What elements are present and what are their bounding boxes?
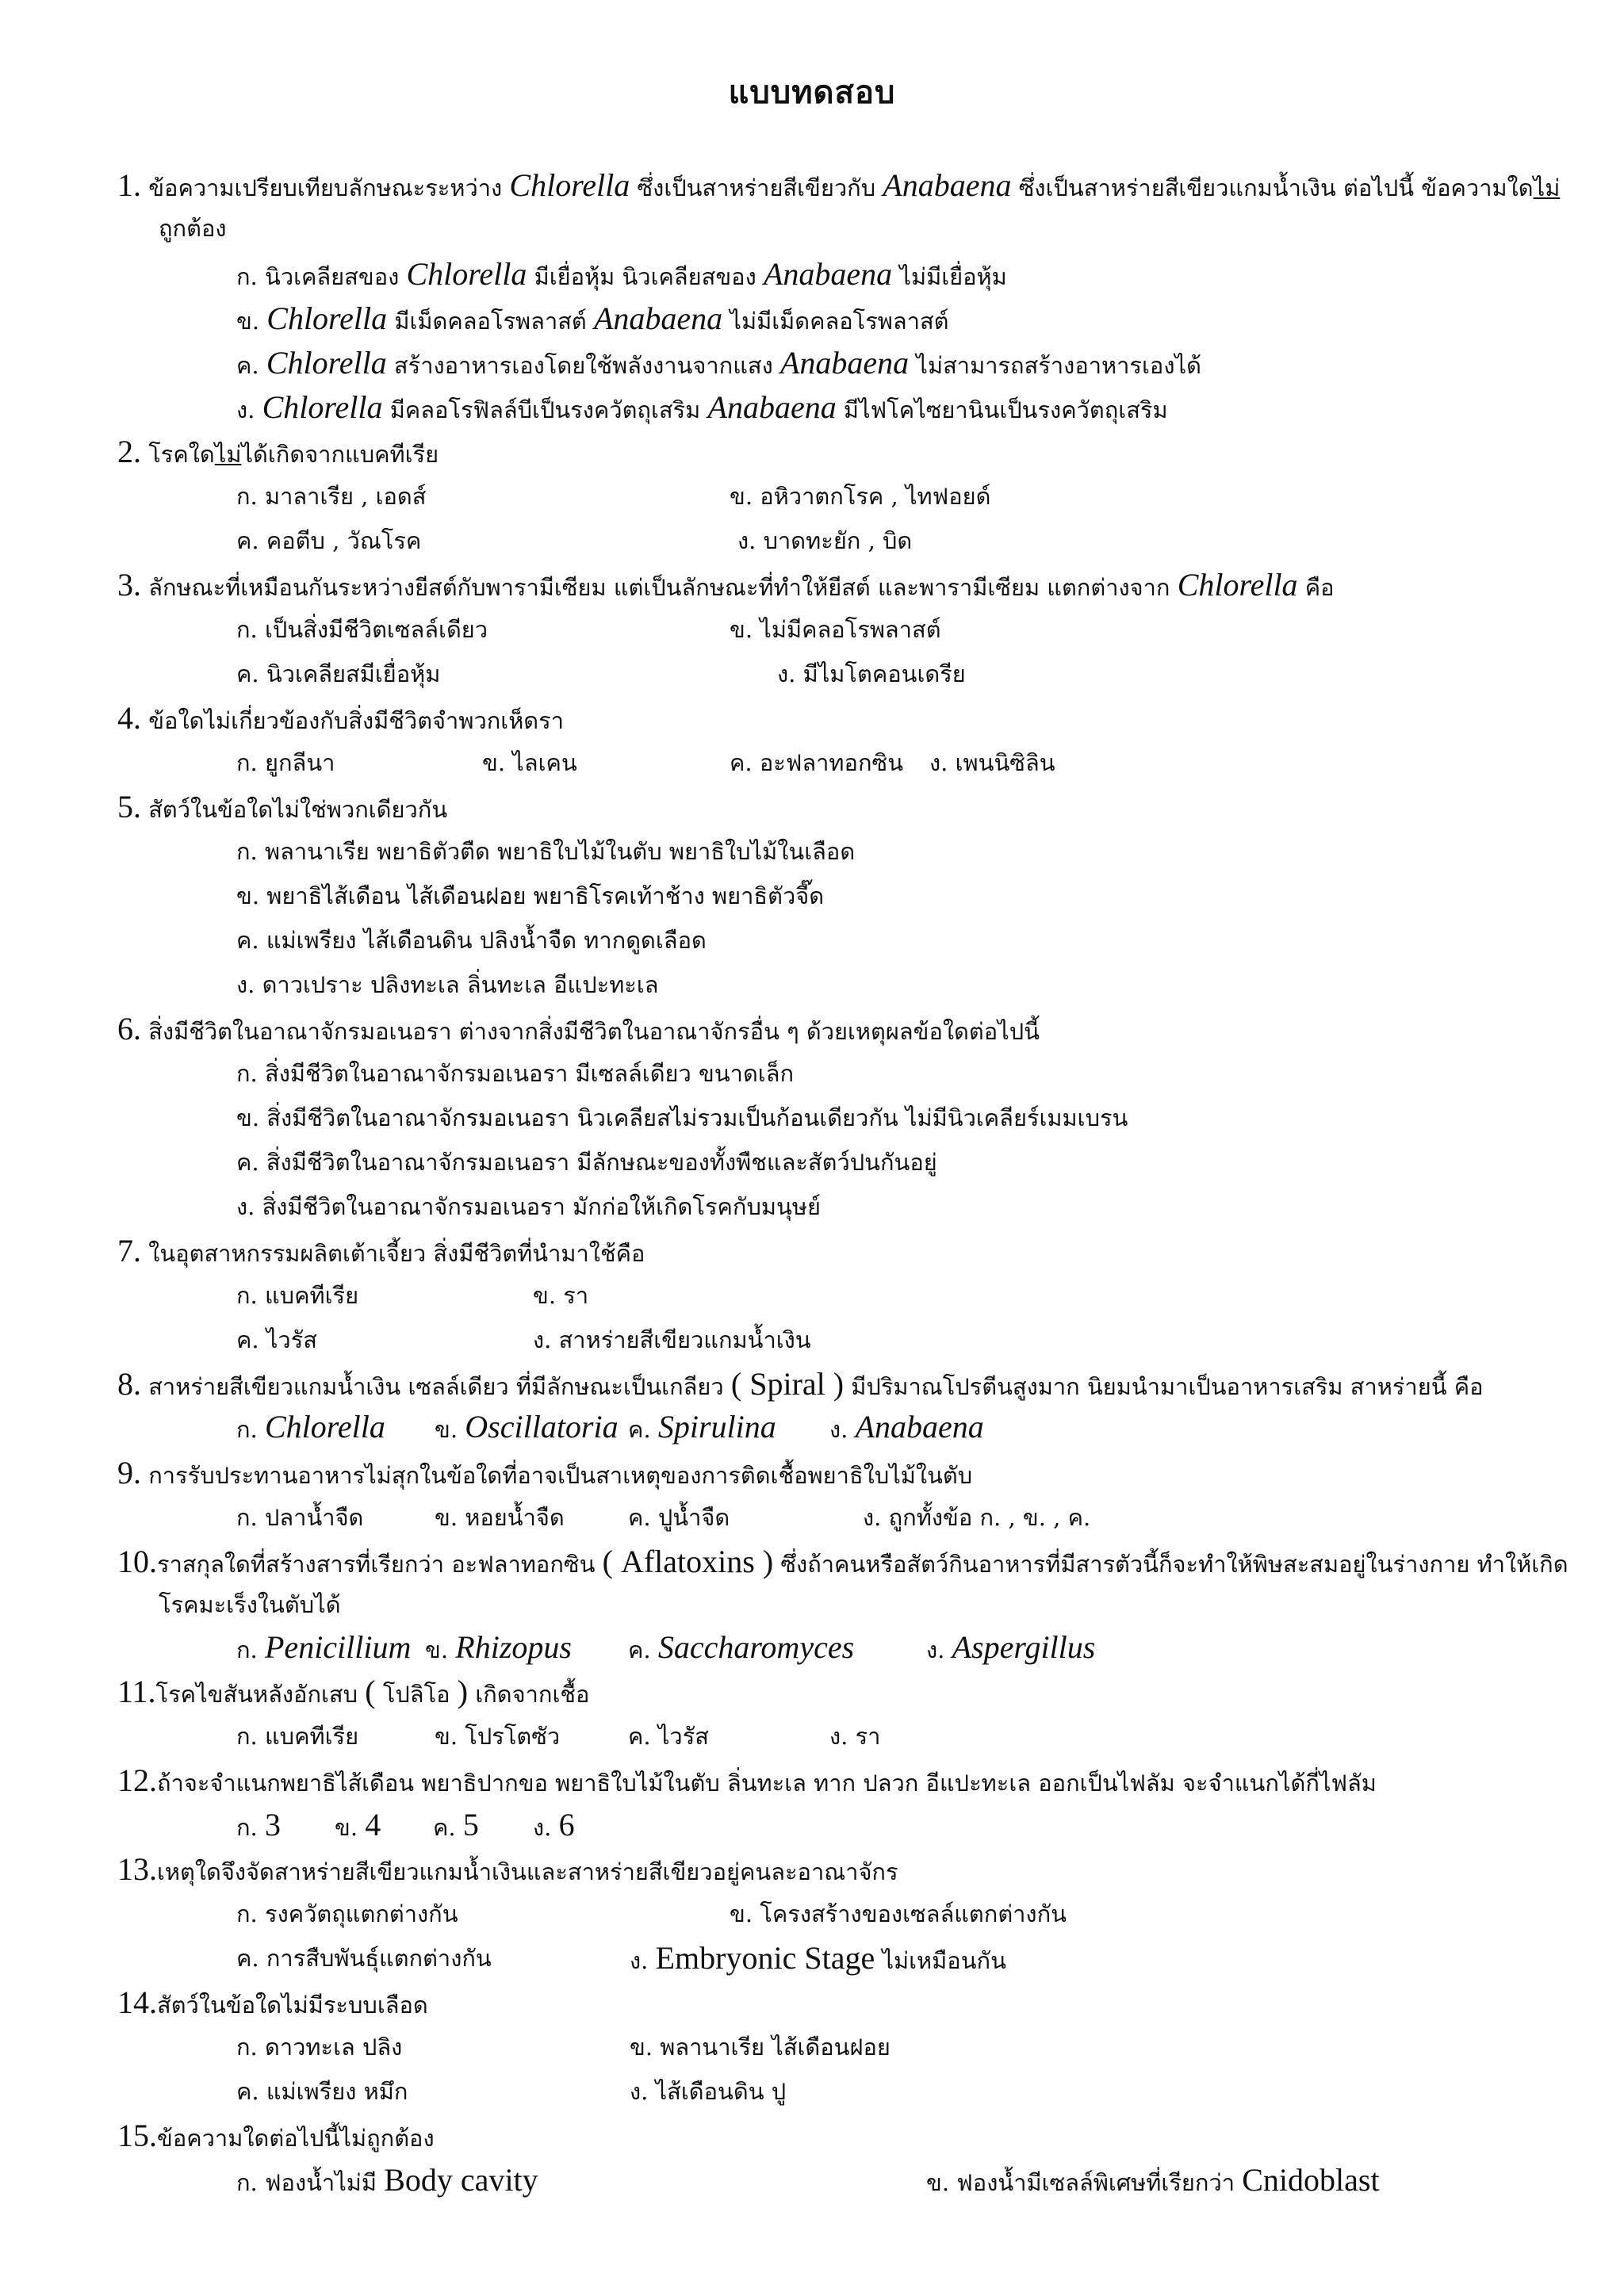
- option-b: ข. พยาธิไส้เดือน ไส้เดือนฝอย พยาธิโรคเท้าช้าง พยาธิตัวจี๊ด: [236, 882, 825, 909]
- question-10-continuation: โรคมะเร็งในตับได้: [159, 1591, 341, 1618]
- text-fragment: Anabaena: [593, 300, 723, 336]
- text-fragment: ไม่สามารถสร้างอาหารเองได้: [916, 352, 1201, 379]
- text-fragment: Spirulina: [657, 1409, 776, 1445]
- text-fragment: Rhizopus: [455, 1629, 572, 1665]
- text-fragment: Penicillium: [265, 1629, 412, 1665]
- text-fragment: 10.: [117, 1544, 157, 1579]
- text-fragment: คือ: [1304, 574, 1335, 601]
- option-d: [630, 1942, 1006, 1976]
- option-c: [628, 1411, 776, 1445]
- text-fragment: ถ้าจะจำแนกพยาธิไส้เดือน พยาธิปากขอ พยาธิใบไม้ในตับ ลิ่นทะเล ทาก ปลวก อีแปะทะเล ออกเป็นไฟลัม จะจำแนกได้กี่ไฟลัม: [157, 1770, 1377, 1797]
- question-4: [117, 702, 564, 737]
- text-fragment: Anabaena: [779, 345, 910, 381]
- question-13: [117, 1851, 898, 1888]
- text-fragment: มีเม็ดคลอโรพลาสต์: [394, 308, 587, 335]
- text-fragment: Anabaena: [855, 1409, 984, 1445]
- option-d: ง. บาดทะยัก , บิด: [737, 527, 913, 554]
- text-fragment: Chlorella: [262, 389, 383, 425]
- option-c: ค. คอตีบ , วัณโรค: [236, 527, 422, 554]
- option-a: ก. แบคทีเรีย: [236, 1282, 359, 1309]
- question-6: [117, 1013, 1040, 1047]
- text-fragment: ( Spiral ): [730, 1366, 845, 1402]
- option-d: [829, 1411, 984, 1445]
- text-fragment: 4.: [117, 700, 141, 736]
- text-fragment: ): [457, 1674, 469, 1709]
- option-d: [236, 389, 1168, 426]
- text-fragment: สัตว์ในข้อใดไม่ใช่พวกเดียวกัน: [148, 796, 448, 823]
- text-fragment: 5: [462, 1807, 479, 1843]
- option-b: ข. รา: [533, 1282, 589, 1309]
- option-b: ข. หอยน้ำจืด: [435, 1504, 565, 1531]
- option-c: ค. แม่เพรียง ไส้เดือนดิน ปลิงน้ำจืด ทากดูดเลือด: [236, 927, 707, 954]
- question-2: [117, 436, 439, 470]
- option-d: ง. ดาวเปราะ ปลิงทะเล ลิ่นทะเล อีแปะทะเล: [236, 971, 659, 998]
- option-a: ก. ยูกลีนา: [236, 749, 335, 776]
- text-fragment: ง.: [533, 1814, 552, 1841]
- text-fragment: ไม่: [1533, 174, 1561, 201]
- text-fragment: 4: [365, 1807, 381, 1843]
- text-fragment: Chlorella: [265, 1409, 385, 1445]
- text-fragment: โปลิโอ: [382, 1681, 450, 1708]
- text-fragment: ได้เกิดจากแบคทีเรีย: [241, 441, 439, 468]
- text-fragment: Anabaena: [763, 256, 893, 292]
- text-fragment: ก.: [236, 1636, 258, 1663]
- text-fragment: ค.: [628, 1416, 651, 1443]
- text-fragment: ข.: [425, 1636, 449, 1663]
- text-fragment: สัตว์ในข้อใดไม่มีระบบเลือด: [157, 1992, 428, 2019]
- text-fragment: ในอุตสาหกรรมผลิตเต้าเจี้ยว สิ่งมีชีวิตที่นำมาใช้คือ: [148, 1240, 645, 1267]
- text-fragment: เหตุใดจึงจัดสาหร่ายสีเขียวแกมน้ำเงินและสาหร่ายสีเขียวอยู่คนละอาณาจักร: [157, 1858, 898, 1885]
- option-b: ข. พลานาเรีย ไส้เดือนฝอย: [630, 2034, 891, 2061]
- question-5: [117, 791, 447, 825]
- text-fragment: ง.: [630, 1947, 649, 1974]
- option-b: ข. โครงสร้างของเซลล์แตกต่างกัน: [730, 1900, 1067, 1927]
- text-fragment: ข.: [435, 1416, 458, 1443]
- text-fragment: เกิดจากเชื้อ: [475, 1681, 590, 1708]
- option-b: [335, 1809, 381, 1843]
- text-fragment: 5.: [117, 789, 141, 825]
- text-fragment: ก. นิวเคลียสของ: [236, 263, 400, 290]
- text-fragment: โรคใด: [148, 441, 215, 468]
- text-fragment: Anabaena: [883, 167, 1012, 203]
- option-d: ง. สิ่งมีชีวิตในอาณาจักรมอเนอรา มักก่อให้เกิดโรคกับมนุษย์: [236, 1193, 821, 1220]
- text-fragment: ไม่เหมือนกัน: [882, 1947, 1006, 1974]
- text-fragment: ซึ่งถ้าคนหรือสัตว์กินอาหารที่มีสารตัวนี้ก็จะทำให้พิษสะสมอยู่ในร่างกาย ทำให้เกิด: [780, 1551, 1568, 1578]
- option-b: [425, 1629, 572, 1666]
- option-b: [926, 2164, 1380, 2198]
- option-a: ก. ดาวทะเล ปลิง: [236, 2034, 403, 2061]
- text-fragment: 8.: [117, 1366, 141, 1402]
- question-15: [117, 2120, 435, 2154]
- text-fragment: Embryonic Stage: [655, 1940, 875, 1976]
- option-c: ค. ไวรัส: [236, 1326, 317, 1353]
- option-a: ก. เป็นสิ่งมีชีวิตเซลล์เดียว: [236, 616, 488, 643]
- option-c: ค. ปูน้ำจืด: [628, 1504, 730, 1531]
- question-8: [117, 1368, 1484, 1402]
- option-a: ก. สิ่งมีชีวิตในอาณาจักรมอเนอรา มีเซลล์เดียว ขนาดเล็ก: [236, 1060, 795, 1087]
- text-fragment: Chlorella: [266, 300, 388, 336]
- text-fragment: ข.: [236, 308, 260, 335]
- question-11: [117, 1676, 589, 1710]
- option-a: [236, 1809, 281, 1843]
- text-fragment: มีไฟโคไซยานินเป็นรงควัตถุเสริม: [843, 396, 1168, 423]
- text-fragment: สร้างอาหารเองโดยใช้พลังงานจากแสง: [393, 352, 773, 379]
- text-fragment: Anabaena: [707, 389, 837, 425]
- option-c: [628, 1629, 855, 1666]
- text-fragment: Chlorella: [406, 256, 527, 292]
- text-fragment: 2.: [117, 434, 141, 469]
- text-fragment: ข.: [335, 1814, 358, 1841]
- text-fragment: 9.: [117, 1455, 141, 1490]
- question-3: [117, 569, 1335, 603]
- text-fragment: ( Aflatoxins ): [602, 1544, 774, 1579]
- question-1: [117, 167, 1561, 204]
- text-fragment: ซึ่งเป็นสาหร่ายสีเขียวกับ: [637, 174, 876, 201]
- text-fragment: Oscillatoria: [465, 1409, 619, 1445]
- text-fragment: ก. ฟองน้ำไม่มี: [236, 2169, 377, 2196]
- text-fragment: ง.: [926, 1636, 945, 1663]
- option-c: ค. แม่เพรียง หมึก: [236, 2078, 408, 2105]
- question-12: [117, 1762, 1377, 1799]
- option-c: ค. การสืบพันธุ์แตกต่างกัน: [236, 1945, 492, 1972]
- option-a: ก. พลานาเรีย พยาธิตัวตืด พยาธิใบไม้ในตับ พยาธิใบไม้ในเลือด: [236, 838, 856, 865]
- option-d: ง. มีไมโตคอนเดรีย: [777, 660, 966, 687]
- option-b: [435, 1411, 619, 1445]
- question-7: [117, 1235, 645, 1269]
- option-d: ง. รา: [829, 1723, 881, 1750]
- text-fragment: ข้อความเปรียบเทียบลักษณะระหว่าง: [148, 174, 503, 201]
- option-c: ค. อะฟลาทอกซิน: [730, 749, 904, 776]
- option-d: [926, 1629, 1096, 1666]
- text-fragment: 7.: [117, 1233, 141, 1269]
- option-a: [236, 1629, 412, 1666]
- text-fragment: ข้อความใดต่อไปนี้ไม่ถูกต้อง: [157, 2125, 435, 2152]
- text-fragment: ง.: [829, 1416, 848, 1443]
- text-fragment: ค.: [628, 1636, 651, 1663]
- text-fragment: สิ่งมีชีวิตในอาณาจักรมอเนอรา ต่างจากสิ่งมีชีวิตในอาณาจักรอื่น ๆ ด้วยเหตุผลข้อใดต่อไปนี้: [148, 1018, 1040, 1045]
- text-fragment: Chlorella: [1177, 567, 1298, 603]
- text-fragment: ง.: [236, 396, 255, 423]
- text-fragment: ราสกุลใดที่สร้างสารที่เรียกว่า อะฟลาทอกซิน: [157, 1551, 596, 1578]
- page-title: แบบทดสอบ: [728, 74, 896, 111]
- text-fragment: ก.: [236, 1814, 258, 1841]
- text-fragment: ไม่มีเยื่อหุ้ม: [899, 263, 1007, 290]
- text-fragment: (: [365, 1674, 376, 1709]
- text-fragment: Chlorella: [509, 167, 630, 203]
- text-fragment: 6: [558, 1807, 575, 1843]
- option-d: ง. สาหร่ายสีเขียวแกมน้ำเงิน: [533, 1326, 811, 1353]
- option-b: ข. โปรโตซัว: [435, 1723, 561, 1750]
- option-b: ข. ไม่มีคลอโรพลาสต์: [730, 616, 941, 643]
- text-fragment: ข. ฟองน้ำมีเซลล์พิเศษที่เรียกว่า: [926, 2169, 1235, 2196]
- option-a: ก. ปลาน้ำจืด: [236, 1504, 364, 1531]
- option-a: [236, 1411, 385, 1445]
- text-fragment: ลักษณะที่เหมือนกันระหว่างยีสต์กับพารามีเซียม แต่เป็นลักษณะที่ทำให้ยีสต์ และพารามีเซียม แตกต่างจาก: [148, 574, 1170, 601]
- text-fragment: มีคลอโรฟิลล์บีเป็นรงควัตถุเสริม: [389, 396, 701, 423]
- text-fragment: Cnidoblast: [1242, 2162, 1380, 2198]
- text-fragment: โรคไขสันหลังอักเสบ: [155, 1681, 358, 1708]
- option-d: ง. ไส้เดือนดิน ปู: [630, 2078, 787, 2105]
- text-fragment: Body cavity: [384, 2162, 538, 2198]
- text-fragment: Saccharomyces: [657, 1629, 855, 1665]
- text-fragment: มีเยื่อหุ้ม นิวเคลียสของ: [534, 263, 756, 290]
- text-fragment: สาหร่ายสีเขียวแกมน้ำเงิน เซลล์เดียว ที่มีลักษณะเป็นเกลียว: [148, 1373, 724, 1400]
- text-fragment: ซึ่งเป็นสาหร่ายสีเขียวแกมน้ำเงิน ต่อไปนี้ ข้อความใด: [1018, 174, 1534, 201]
- text-fragment: มีปริมาณโปรตีนสูงมาก นิยมนำมาเป็นอาหารเสริม สาหร่ายนี้ คือ: [851, 1373, 1484, 1400]
- option-d: ง. เพนนิซิลิน: [929, 749, 1055, 776]
- text-fragment: ค.: [433, 1814, 456, 1841]
- question-14: [117, 1984, 428, 2021]
- question-10: [117, 1546, 1568, 1580]
- option-a: ก. แบคทีเรีย: [236, 1723, 359, 1750]
- text-fragment: การรับประทานอาหารไม่สุกในข้อใดที่อาจเป็นสาเหตุของการติดเชื้อพยาธิใบไม้ในตับ: [148, 1462, 973, 1489]
- option-d: [533, 1809, 575, 1843]
- option-c: ค. นิวเคลียสมีเยื่อหุ้ม: [236, 660, 441, 687]
- option-c: ค. สิ่งมีชีวิตในอาณาจักรมอเนอรา มีลักษณะของทั้งพืชและสัตว์ปนกันอยู่: [236, 1149, 937, 1176]
- question-9: [117, 1457, 972, 1491]
- text-fragment: 3.: [117, 567, 141, 603]
- option-b: [236, 300, 949, 337]
- text-fragment: ก.: [236, 1416, 258, 1443]
- option-c: [236, 347, 1201, 381]
- question-number: 1.: [117, 167, 141, 203]
- option-a: [236, 2164, 538, 2198]
- option-d: ง. ถูกทั้งข้อ ก. , ข. , ค.: [863, 1504, 1091, 1531]
- text-fragment: 3: [265, 1807, 281, 1843]
- text-fragment: 12.: [117, 1762, 157, 1798]
- option-c: [433, 1809, 479, 1843]
- option-b: ข. อหิวาตกโรค , ไทฟอยด์: [730, 483, 991, 510]
- text-fragment: Aspergillus: [952, 1629, 1096, 1665]
- text-fragment: ค.: [236, 352, 259, 379]
- text-fragment: Chlorella: [266, 345, 387, 381]
- option-a: ก. มาลาเรีย , เอดส์: [236, 483, 427, 510]
- option-a: ก. รงควัตถุแตกต่างกัน: [236, 1900, 458, 1927]
- question-1-continuation: ถูกต้อง: [159, 215, 227, 242]
- text-fragment: 14.: [117, 1984, 157, 2020]
- text-fragment: ข้อใดไม่เกี่ยวข้องกับสิ่งมีชีวิตจำพวกเห็ดรา: [148, 707, 565, 734]
- option-c: ค. ไวรัส: [628, 1723, 709, 1750]
- option-a: [236, 258, 1007, 293]
- option-b: ข. ไลเคน: [482, 749, 577, 776]
- text-fragment: 13.: [117, 1851, 157, 1887]
- text-fragment: ไม่มีเม็ดคลอโรพลาสต์: [730, 308, 949, 335]
- text-fragment: 11.: [117, 1674, 156, 1709]
- text-fragment: 15.: [117, 2118, 157, 2153]
- text-fragment: ไม่: [214, 441, 242, 468]
- text-fragment: 6.: [117, 1011, 141, 1047]
- option-b: ข. สิ่งมีชีวิตในอาณาจักรมอเนอรา นิวเคลียสไม่รวมเป็นก้อนเดียวกัน ไม่มีนิวเคลียร์เมมเบรน: [236, 1104, 1128, 1131]
